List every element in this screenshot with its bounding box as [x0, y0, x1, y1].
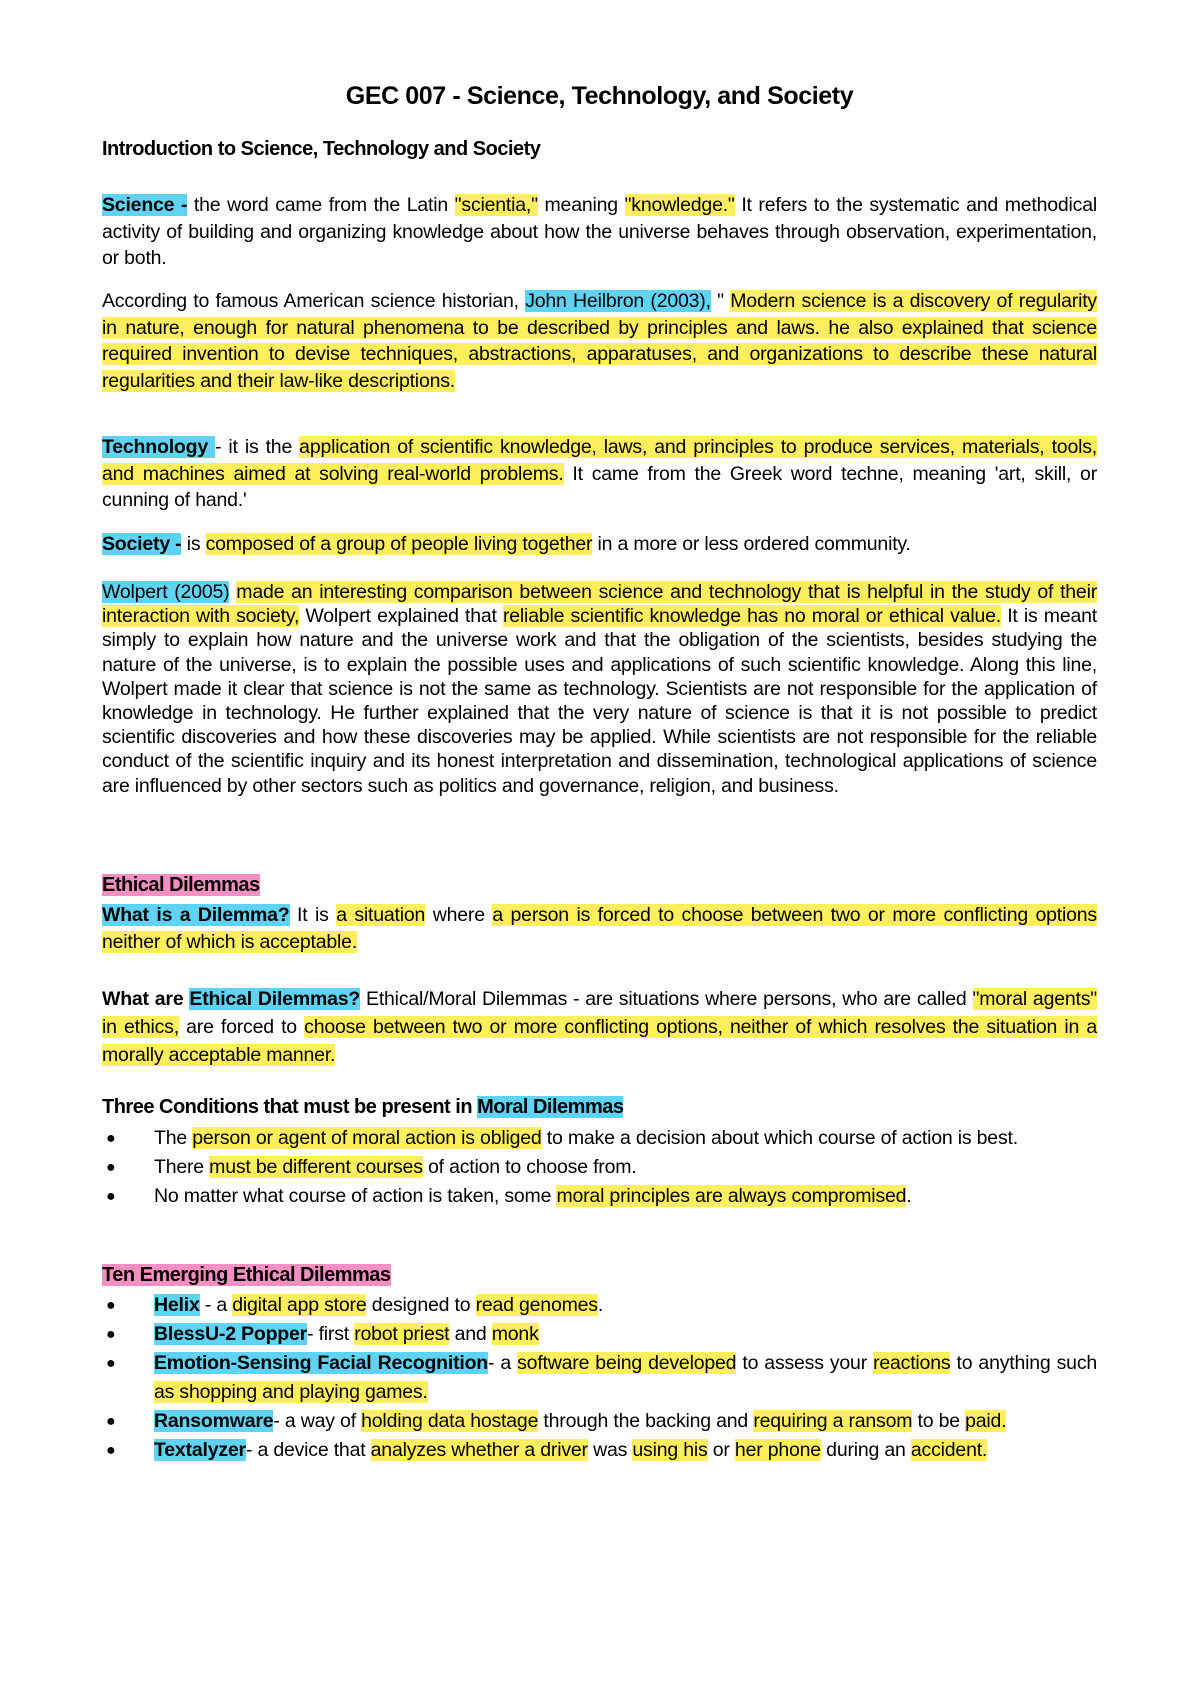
conditions-list [102, 1124, 1097, 1211]
heilbron-paragraph: According to famous American science historian, John Heilbron (2003), " Modern science is a discovery of regularity in nature, enough for natural phenomena to be described by principles and laws. he also explained that science required invention to devise techniques, abstractions, apparatuses, and organizations to describe these natural regularities and their law-like descriptions. [102, 290, 1097, 392]
ethical-dilemmas-paragraph: What are Ethical Dilemmas? Ethical/Moral Dilemmas - are situations where persons, who are called "moral agents" in ethics, are forced to choose between two or more conflicting options, neither of which resolves the situation in a morally acceptable manner. [102, 988, 1097, 1066]
list-item-blessu: ● BlessU-2 Popper- first robot priest and monk [102, 1320, 1097, 1349]
society-paragraph: Society - is composed of a group of people living together in a more or less ordered community. [102, 533, 911, 555]
page-title: GEC 007 - Science, Technology, and Society [345, 82, 854, 110]
heilbron-name: John Heilbron (2003), [525, 290, 711, 312]
society-term: Society - [102, 533, 182, 555]
ethical-dilemmas-heading: Ethical Dilemmas [102, 874, 260, 896]
conditions-heading: Three Conditions that must be present in Moral Dilemmas [102, 1096, 624, 1118]
bullet-icon: ● [106, 1130, 116, 1147]
ten-dilemmas-heading: Ten Emerging Ethical Dilemmas [102, 1264, 391, 1286]
dilemma-question: What is a Dilemma? [102, 904, 290, 926]
list-item-emotion: ● Emotion-Sensing Facial Recognition- a software being developed to assess your reactions to anything such as shopping and playing games. [102, 1349, 1097, 1407]
bullet-icon: ● [106, 1297, 116, 1314]
list-item: ● No matter what course of action is taken, some moral principles are always compromised. [102, 1182, 1097, 1211]
technology-paragraph: Technology - it is the application of scientific knowledge, laws, and principles to produce services, materials, tools, and machines aimed at solving real-world problems. It came from the Greek word techne, meaning 'art, skill, or cunning of hand.' [102, 436, 1097, 511]
bullet-icon: ● [106, 1188, 116, 1205]
technology-term: Technology [102, 436, 216, 458]
wolpert-paragraph: Wolpert (2005) made an interesting comparison between science and technology that is helpful in the study of their interaction with society, Wolpert explained that reliable scientific knowledge has no moral or ethical value. It is meant simply to explain how nature and the universe work and that the obligation of the scientists, besides studying the nature of the universe, is to explain the possible uses and applications of such scientific knowledge. Along this line, Wolpert made it clear that science is not the same as technology. Scientists are not responsible for the application of knowledge in technology. He further explained that the very nature of science is that it is not possible to predict scientific discoveries and how these discoveries may be applied. While scientists are not responsible for the reliable conduct of the scientific inquiry and its honest interpretation and dissemination, technological applications of science are influenced by other sectors such as politics and governance, religion, and business. [102, 581, 1098, 797]
ethical-question: Ethical Dilemmas? [189, 988, 361, 1010]
ten-dilemmas-list [102, 1291, 1097, 1465]
list-item: ● There must be different courses of action to choose from. [102, 1153, 1097, 1182]
bullet-icon: ● [106, 1355, 116, 1372]
list-item-ransomware: ● Ransomware- a way of holding data hostage through the backing and requiring a ransom to be paid. [102, 1407, 1097, 1436]
intro-heading: Introduction to Science, Technology and Society [102, 138, 541, 160]
list-item-helix: ● Helix - a digital app store designed to read genomes. [102, 1291, 1097, 1320]
bullet-icon: ● [106, 1442, 116, 1459]
list-item-textalyzer: ● Textalyzer- a device that analyzes whether a driver was using his or her phone during an accident. [102, 1436, 1097, 1465]
dilemma-paragraph: What is a Dilemma? It is a situation where a person is forced to choose between two or more conflicting options neither of which is acceptable. [102, 904, 1097, 953]
list-item: ● The person or agent of moral action is obliged to make a decision about which course of action is best. [102, 1124, 1097, 1153]
bullet-icon: ● [106, 1413, 116, 1430]
wolpert-name: Wolpert (2005) [102, 581, 230, 603]
science-paragraph: Science - the word came from the Latin "scientia," meaning "knowledge." It refers to the systematic and methodical activity of building and organizing knowledge about how the universe behaves through observation, experimentation, or both. [102, 194, 1098, 269]
bullet-icon: ● [106, 1326, 116, 1343]
science-term: Science - [102, 194, 188, 216]
bullet-icon: ● [106, 1159, 116, 1176]
